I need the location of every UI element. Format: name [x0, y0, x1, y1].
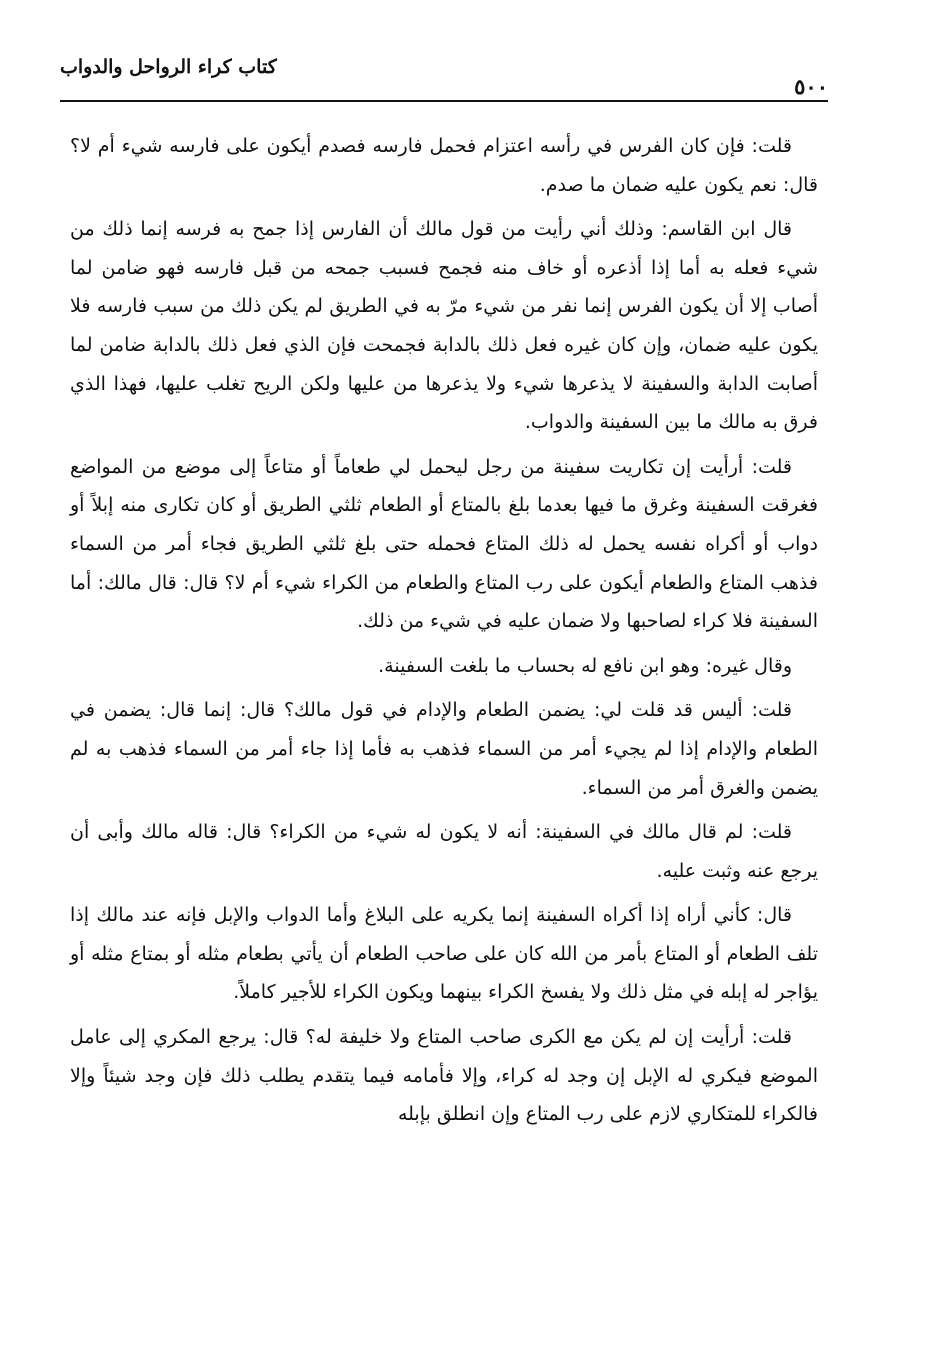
paragraph: قلت: فإن كان الفرس في رأسه اعتزام فحمل فارسه فصدم أيكون على فارسه شيء أم لا؟ قال: نعم يكون عليه ضمان ما صدم.	[70, 135, 818, 196]
page-body	[70, 127, 818, 1140]
paragraph: قال: كأني أراه إذا أكراه السفينة إنما يكريه على البلاغ وأما الدواب والإبل فإنه عند مالك إذا تلف الطعام أو المتاع بأمر من الله كان على صاحب الطعام أن يأتي بطعام مثله أو بمتاع مثله أو يؤاجر له إبله في مثل ذلك ولا يفسخ الكراء بينهما ويكون الكراء للأجير كاملاً.	[70, 904, 818, 1004]
page-header	[60, 52, 828, 102]
paragraph: قلت: لم قال مالك في السفينة: أنه لا يكون له شيء من الكراء؟ قال: قاله مالك وأبى أن يرجع عنه وثبت عليه.	[70, 821, 818, 882]
page-number: ٥٠٠	[794, 74, 828, 99]
paragraph: قلت: أرأيت إن لم يكن مع الكرى صاحب المتاع ولا خليفة له؟ قال: يرجع المكري إلى عامل الموضع فيكري له الإبل إن وجد له كراء، وإلا فأمامه فيما يتقدم يطلب ذلك فإن وجد شيئاً وإلا فالكراء للمتكاري لازم على رب المتاع وإن انطلق بإبله	[70, 1026, 818, 1126]
paragraph: وقال غيره: وهو ابن نافع له بحساب ما بلغت السفينة.	[378, 654, 792, 677]
running-title: كتاب كراء الرواحل والدواب	[60, 56, 277, 78]
paragraph: قلت: أرأيت إن تكاريت سفينة من رجل ليحمل لي طعاماً أو متاعاً إلى موضع من المواضع فغرقت السفينة وغرق ما فيها بعدما بلغ بالمتاع أو الطعام ثلثي الطريق أو كان تكارى منه إبلاً أو دواب أو أكراه نفسه يحمل له ذلك المتاع فحمله حتى بلغ ثلثي الطريق فجاء أمر من السماء فذهب المتاع والطعام أيكون على رب المتاع والطعام من الكراء شيء أم لا؟ قال: قال مالك: أما السفينة فلا كراء لصاحبها ولا ضمان عليه في شيء من ذلك.	[70, 455, 818, 633]
paragraph: قال ابن القاسم: وذلك أني رأيت من قول مالك أن الفارس إذا جمح به فرسه إنما ذلك من شيء فعله به أما إذا أذعره أو خاف منه فجمح فسبب جمحه من قبل فارسه فهو ضامن لما أصاب إلا أن يكون الفرس إنما نفر من شيء مرّ به في الطريق لم يكن ذلك من سبب فارسه فلا يكون عليه ضمان، وإن كان غيره فعل ذلك بالدابة فجمحت فإن الذي فعل ذلك بالدابة ضامن لما أصابت الدابة والسفينة لا يذعرها شيء ولا يذعرها من عليها ولكن الريح تغلب عليها، فهذا الذي فرق به مالك ما بين السفينة والدواب.	[70, 218, 818, 434]
paragraph: قلت: أليس قد قلت لي: يضمن الطعام والإدام في قول مالك؟ قال: إنما قال: يضمن في الطعام والإدام إذا لم يجيء أمر من السماء فذهب به فأما إذا جاء أمر من السماء فذهب به لم يضمن والغرق أمر من السماء.	[70, 699, 818, 799]
